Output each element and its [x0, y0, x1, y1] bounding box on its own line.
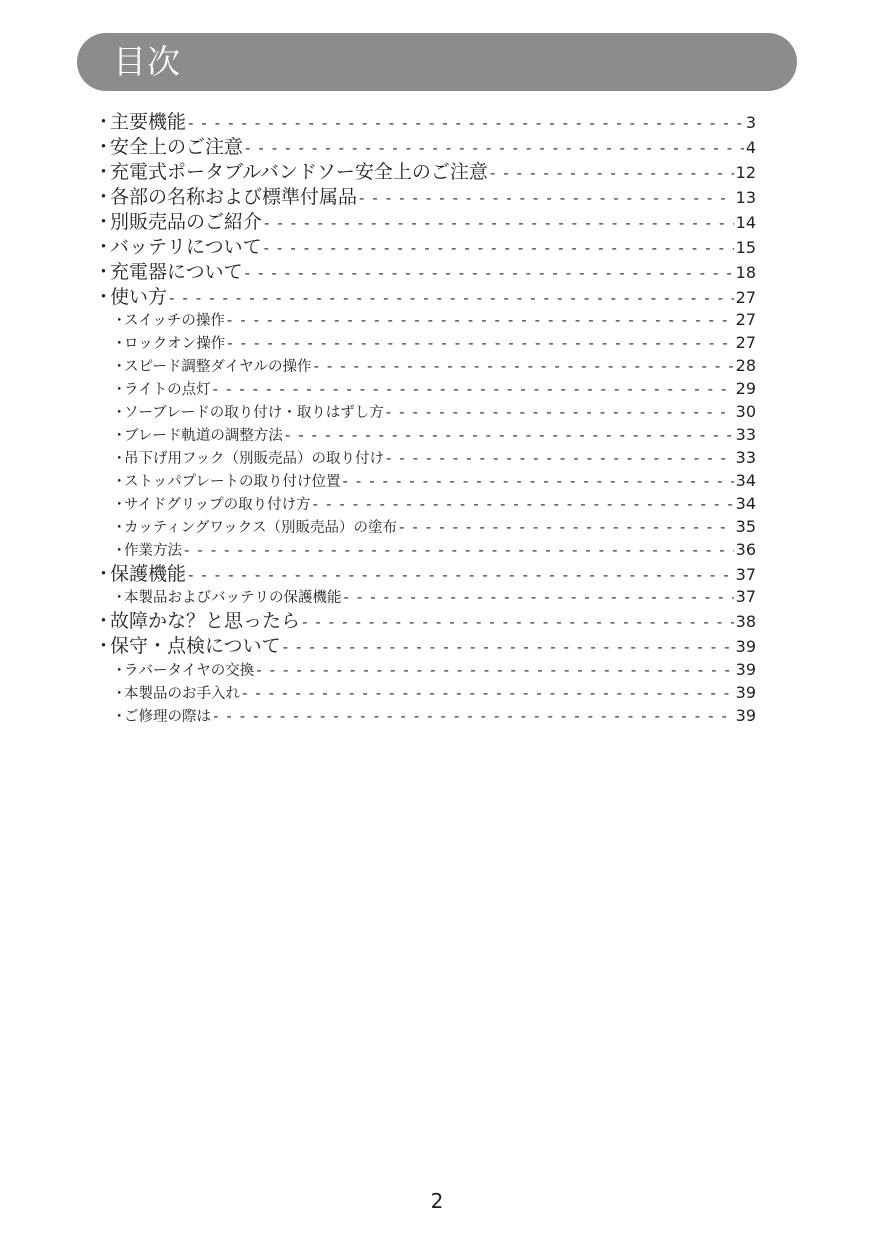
toc-leader-dots — [213, 378, 734, 401]
toc-entry[interactable] — [94, 260, 756, 285]
toc-entry-label: 作業方法 — [124, 543, 182, 559]
toc-entry-page: 13 — [735, 188, 756, 207]
toc-entry-label: 別販売品のご紹介 — [110, 211, 263, 233]
toc-entry[interactable] — [94, 235, 756, 260]
toc-entry-page: 38 — [735, 612, 756, 631]
toc-entry-label: 故障かな？と思ったら — [110, 610, 301, 632]
toc-bullet: ・ — [94, 211, 114, 233]
toc-entry[interactable] — [112, 377, 756, 400]
toc-entry-label: ソーブレードの取り付け・取りはずし方 — [124, 405, 384, 421]
toc-bullet: ・ — [112, 336, 127, 352]
toc-leader-dots — [227, 332, 733, 355]
toc-leader-dots — [188, 111, 744, 136]
toc-bullet: ・ — [112, 709, 127, 725]
toc-bullet: ・ — [112, 590, 127, 606]
toc-bullet: ・ — [112, 359, 127, 375]
toc-entry-label: ご修理の際は — [124, 709, 211, 725]
toc-leader-dots — [227, 309, 734, 332]
toc-entry-label: ロックオン操作 — [124, 336, 226, 352]
toc-entry[interactable] — [112, 492, 756, 515]
toc-entry[interactable] — [94, 609, 756, 634]
toc-entry-page: 29 — [735, 379, 756, 398]
toc-entry[interactable] — [94, 285, 756, 310]
toc-entry-page: 27 — [735, 333, 756, 352]
toc-entry-page: 33 — [735, 448, 756, 467]
toc-entry-label: 充電器について — [110, 261, 243, 283]
toc-bullet: ・ — [94, 186, 114, 208]
toc-leader-dots — [285, 424, 734, 447]
toc-bullet: ・ — [112, 497, 127, 513]
toc-entry-page: 36 — [735, 540, 756, 559]
toc-entry-label: ストッパプレートの取り付け位置 — [124, 474, 341, 490]
toc-entry-label: 充電式ポータブルバンドソー安全上のご注意 — [110, 161, 488, 183]
toc-entry-page: 27 — [735, 310, 756, 329]
toc-entry[interactable] — [94, 185, 756, 210]
toc-leader-dots — [342, 470, 733, 493]
toc-entry[interactable] — [112, 538, 756, 561]
toc-entry-label: スピード調整ダイヤルの操作 — [124, 359, 312, 375]
toc-entry[interactable] — [112, 400, 756, 423]
toc-entry-page: 18 — [735, 263, 756, 282]
toc-entry-page: 39 — [735, 660, 756, 679]
toc-leader-dots — [344, 586, 734, 609]
toc-entry[interactable] — [112, 469, 756, 492]
toc-leader-dots — [264, 211, 734, 236]
toc-entry-label: 使い方 — [110, 286, 168, 308]
toc-entry-page: 15 — [735, 238, 756, 257]
toc-bullet: ・ — [112, 474, 127, 490]
toc-leader-dots — [386, 401, 734, 424]
toc-entry-page: 33 — [735, 425, 756, 444]
toc-entry-label: カッティングワックス（別販売品）の塗布 — [124, 520, 398, 536]
toc-entry-label: 本製品およびバッテリの保護機能 — [124, 590, 342, 606]
toc-leader-dots — [399, 516, 734, 539]
toc-leader-dots — [245, 261, 734, 286]
toc-entry[interactable] — [112, 308, 756, 331]
toc-entry[interactable] — [112, 423, 756, 446]
toc-bullet: ・ — [94, 111, 114, 133]
toc-leader-dots — [264, 236, 734, 261]
toc-bullet: ・ — [112, 382, 127, 398]
toc-entry-page: 3 — [745, 113, 756, 132]
toc-entry[interactable] — [94, 634, 756, 659]
toc-bullet: ・ — [112, 451, 127, 467]
toc-leader-dots — [313, 493, 734, 516]
toc-entry-page: 39 — [735, 637, 756, 656]
toc-entry[interactable] — [112, 354, 756, 377]
toc-entry-label: 主要機能 — [110, 111, 187, 133]
toc-entry-page: 12 — [735, 163, 756, 182]
toc-entry[interactable] — [112, 446, 756, 469]
toc-entry-page: 39 — [735, 706, 756, 725]
toc-leader-dots — [184, 539, 734, 562]
toc-entry-label: ブレード軌道の調整方法 — [124, 428, 283, 444]
toc-entry[interactable] — [112, 658, 756, 681]
toc-bullet: ・ — [112, 663, 127, 679]
toc-bullet: ・ — [94, 161, 114, 183]
toc-bullet: ・ — [112, 405, 127, 421]
toc-bullet: ・ — [94, 286, 114, 308]
toc-entry[interactable] — [112, 331, 756, 354]
toc-entry-page: 30 — [735, 402, 756, 421]
page-title: 目次 — [113, 42, 181, 81]
toc-entry-page: 14 — [735, 213, 756, 232]
toc-entry[interactable] — [94, 110, 756, 135]
toc-entry[interactable] — [94, 160, 756, 185]
toc-entry-page: 4 — [745, 138, 756, 157]
toc-entry-label: ライトの点灯 — [124, 382, 211, 398]
toc-leader-dots — [283, 635, 734, 660]
toc-entry-label: 保護機能 — [110, 563, 187, 585]
toc-leader-dots — [386, 447, 734, 470]
toc-entry-page: 28 — [735, 356, 756, 375]
toc-entry-label: 安全上のご注意 — [110, 136, 244, 158]
toc-bullet: ・ — [94, 563, 114, 585]
toc-bullet: ・ — [94, 610, 114, 632]
toc-entry-label: バッテリについて — [110, 236, 262, 258]
toc-entry-label: スイッチの操作 — [124, 313, 225, 329]
toc-leader-dots — [302, 610, 734, 635]
toc-entry-label: 各部の名称および標準付属品 — [110, 186, 358, 208]
toc-bullet: ・ — [112, 543, 127, 559]
toc-entry-page: 37 — [735, 587, 756, 606]
toc-entry[interactable] — [94, 210, 756, 235]
toc-header-bar — [77, 33, 797, 91]
toc-leader-dots — [490, 161, 734, 186]
toc-leader-dots — [359, 186, 734, 211]
page-number: 2 — [430, 1189, 444, 1213]
toc-entry[interactable] — [94, 562, 756, 587]
toc-bullet: ・ — [94, 261, 114, 283]
toc-entry-label: ラバータイヤの交換 — [124, 663, 255, 679]
toc-leader-dots — [213, 705, 734, 728]
toc-entry[interactable] — [112, 515, 756, 538]
toc-entry-page: 34 — [735, 494, 756, 513]
toc-bullet: ・ — [112, 428, 127, 444]
toc-leader-dots — [245, 136, 744, 161]
toc-entry[interactable] — [112, 585, 756, 608]
toc-leader-dots — [256, 659, 733, 682]
toc-bullet: ・ — [112, 686, 127, 702]
toc-entry-page: 34 — [735, 471, 756, 490]
toc-entry-page: 37 — [735, 565, 756, 584]
toc-entry[interactable] — [94, 135, 756, 160]
toc-bullet: ・ — [112, 313, 127, 329]
toc-bullet: ・ — [94, 136, 114, 158]
toc-entry[interactable] — [112, 704, 756, 727]
toc-entry-label: 吊下げ用フック（別販売品）の取り付け — [124, 451, 384, 467]
toc-leader-dots — [313, 355, 733, 378]
toc-leader-dots — [242, 682, 734, 705]
toc-entry[interactable] — [112, 681, 756, 704]
toc-entry-page: 27 — [735, 288, 756, 307]
toc-entry-page: 35 — [735, 517, 756, 536]
toc-bullet: ・ — [94, 635, 114, 657]
toc-entry-label: 保守・点検について — [110, 635, 281, 657]
toc-entry-label: 本製品のお手入れ — [124, 686, 240, 702]
toc-entry-page: 39 — [735, 683, 756, 702]
toc-bullet: ・ — [112, 520, 127, 536]
toc-entry-label: サイドグリップの取り付け方 — [124, 497, 311, 513]
toc-bullet: ・ — [94, 236, 114, 258]
